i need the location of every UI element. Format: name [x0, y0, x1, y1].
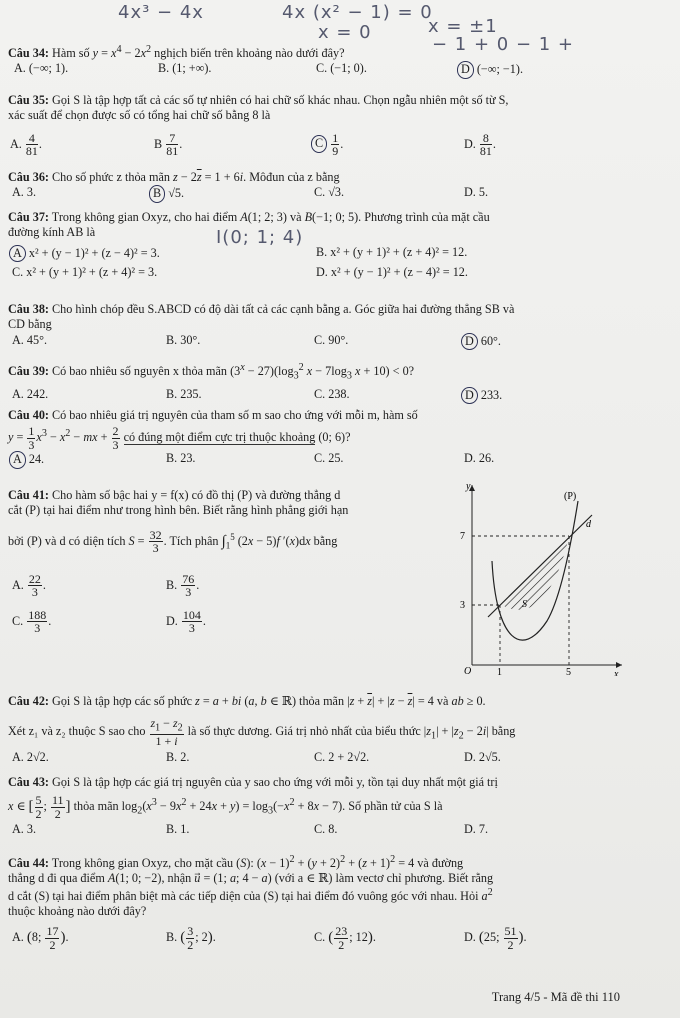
handwriting-x0: x = 0 — [318, 22, 372, 43]
parabola-graph — [452, 481, 624, 676]
x-tick-1: 1 — [497, 667, 502, 676]
y-tick-3: 3 — [460, 600, 465, 611]
q36-option-b[interactable]: B √5. — [152, 185, 184, 202]
x-axis-label: x — [614, 669, 619, 676]
q38-option-a[interactable]: A. 45°. — [12, 332, 48, 347]
question-40: Câu 40: Có bao nhiêu giá trị nguyên của tham số m sao cho ứng với mỗi m, hàm số y = $\frac{1}{3}$ $x^3 - x^2$ − mx + $\frac{2}{3}$ có đúng một điểm cực trị thuộc khoảng (0; 6)? A 24. B. 23. C. 25. D. 26. — [8, 408, 670, 469]
handwriting-q34: − 1 + 0 − 1 + — [432, 34, 575, 55]
q37-option-b[interactable]: B. x² + (y + 1)² + (z + 4)² = 12. — [316, 244, 468, 259]
q37-option-d[interactable]: D. x² + (y − 1)² + (z − 4)² = 12. — [316, 264, 468, 279]
answer-circle-mark: C — [311, 135, 327, 152]
origin-label: O — [464, 666, 472, 676]
q41-option-a[interactable]: A. $\frac{22}{3}$ . — [12, 571, 46, 600]
question-44: Câu 44: Trong không gian Oxyz, cho mặt cầu (S): $(x - 1)^2 + (y + 2)^2 + (z + 1)^2 = 4$ và đường thẳng d đi qua điểm A(1; 0; −2), nhận u⃗ = (1; a; 4 − a) (với a ∈ ℝ) làm vectơ chỉ phương. Biết rằng d cắt (S) tại hai điểm phân biệt mà các tiếp diện của (S) tại hai điểm đó vuông góc với nhau. Hỏi $a^2$ thuộc khoảng nào dưới đây? A. (8; $\frac{17}{2}$ ). B. ( $\frac{3}{2}$ ; 2). C. ( $\frac{23}{2}$ ; 12). D. (25; $\frac{51}{2}$ ). — [8, 854, 527, 952]
q36-option-c[interactable]: C. √3. — [314, 185, 345, 200]
q43-option-d[interactable]: D. 7. — [464, 822, 489, 837]
question-35: Câu 35: Gọi S là tập hợp tất cả các số tự nhiên có hai chữ số khác nhau. Chọn ngẫu nhiên một số từ S, xác suất để chọn được số có tổng hai chữ số bằng 8 là A. $\frac{4}{81}$ . B $\frac{7}{81}$ . C $\frac{1}{9}$ . D. $\frac{8}{81}$ . — [8, 93, 509, 159]
answer-circle-mark: D — [457, 61, 474, 78]
line-label: d — [586, 519, 591, 530]
q39-option-b[interactable]: B. 235. — [166, 387, 202, 402]
q40-option-a[interactable]: A 24. — [12, 451, 44, 468]
q42-option-b[interactable]: B. 2. — [166, 749, 190, 764]
answer-circle-mark: A — [9, 245, 26, 262]
page-footer: Trang 4/5 - Mã đề thi 110 — [491, 990, 620, 1005]
question-38: Câu 38: Cho hình chóp đều S.ABCD có độ dài tất cả các cạnh bằng a. Góc giữa hai đường thẳng SB và CD bằng A. 45°. B. 30°. C. 90°. D 60°. — [8, 302, 670, 351]
question-43: Câu 43: Gọi S là tập hợp các giá trị nguyên của y sao cho ứng với mỗi y, tồn tại duy nhất một giá trị x ∈ [ $\frac{5}{2}$ ; $\frac{11}{2}$ ] thỏa mãn $\log_2(x^3 - 9x^2 + 24x + y) = \log_3(-x^2 + 8x - 7)$. Số phần tử của S là A. 3. B. 1. C. 8. D. 7. — [8, 775, 498, 837]
y-axis-label: y — [466, 481, 471, 492]
x-tick-5: 5 — [566, 667, 571, 676]
q42-option-a[interactable]: A. 2√2. — [12, 749, 49, 764]
q36-option-a[interactable]: A. 3. — [12, 185, 37, 200]
q44-option-d[interactable]: D. (25; $\frac{51}{2}$ ). — [464, 924, 527, 952]
answer-circle-mark: D — [461, 333, 478, 350]
q35-option-c[interactable]: C $\frac{1}{9}$ . — [314, 132, 343, 158]
y-tick-7: 7 — [460, 531, 465, 542]
q42-option-d[interactable]: D. 2√5. — [464, 749, 501, 764]
q39-option-c[interactable]: C. 238. — [314, 387, 350, 402]
q40-option-c[interactable]: C. 25. — [314, 451, 344, 466]
line-d — [488, 515, 592, 617]
answer-circle-mark: D — [461, 387, 478, 404]
question-41: Câu 41: Cho hàm số bậc hai y = f(x) có đồ thị (P) và đường thẳng d cắt (P) tại hai điểm như trong hình bên. Biết rằng hình phẳng giới hạn bởi (P) và d có diện tích S = $\frac{32}{3}$ . Tích phân $\int_1^5$ (2x − 5)f ′(x)dx bằng A. $\frac{22}{3}$ . B. $\frac{76}{3}$ . C. $\frac{188}{3}$ . D. $\frac{104}{3}$ . — [8, 488, 349, 636]
q35-option-a[interactable]: A. $\frac{4}{81}$ . — [10, 130, 42, 159]
q38-option-b[interactable]: B. 30°. — [166, 332, 201, 347]
q35-option-d[interactable]: D. $\frac{8}{81}$ . — [464, 130, 496, 159]
answer-circle-mark: A — [9, 451, 26, 468]
q44-option-a[interactable]: A. (8; $\frac{17}{2}$ ). — [12, 924, 69, 952]
question-42: Câu 42: Gọi S là tập hợp các số phức z = a + bi (a, b ∈ ℝ) thỏa mãn $|z + \overline{z}| + |z - \overline{z}| = 4$ và ab ≥ 0. Xét z₁ và z₂ thuộc S sao cho $\frac{z_1 - z_2}{1 + i}$ là số thực dương. Giá trị nhỏ nhất của biểu thức $|z_1| + |z_2 - 2i|$ bằng A. 2√2. B. 2. C. 2 + 2√2. D. 2√5. — [8, 694, 516, 764]
question-36: Câu 36: Cho số phức z thỏa mãn $z - 2\overline{z} = 1 + 6i$. Môđun của z bằng A. 3. B √5. C. √3. D. 5. — [8, 170, 670, 203]
q44-option-b[interactable]: B. ( $\frac{3}{2}$ ; 2). — [166, 924, 216, 952]
q43-option-b[interactable]: B. 1. — [166, 822, 190, 837]
q37-option-c[interactable]: C. x² + (y + 1)² + (z + 4)² = 3. — [12, 264, 158, 279]
q38-option-d[interactable]: D 60°. — [464, 333, 501, 350]
question-37: Câu 37: Trong không gian Oxyz, cho hai điểm A(1; 2; 3) và B(−1; 0; 5). Phương trình của mặt cầu đường kính AB là A x² + (y − 1)² + (z − 4)² = 3. B. x² + (y + 1)² + (z + 4)² = 12. C. x² + (y + 1)² + (z + 4)² = 3. D. x² + (y − 1)² + (z − 4)² = 12. — [8, 210, 490, 279]
q43-option-a[interactable]: A. 3. — [12, 822, 37, 837]
curve-label: (P) — [564, 491, 577, 502]
handwriting-q37: I(0; 1; 4) — [216, 227, 304, 248]
q38-option-c[interactable]: C. 90°. — [314, 332, 349, 347]
q34-option-a[interactable]: A. (−∞; 1). — [14, 61, 69, 76]
q37-option-a[interactable]: A x² + (y − 1)² + (z − 4)² = 3. — [12, 245, 160, 262]
q41-option-d[interactable]: D. $\frac{104}{3}$ . — [166, 607, 206, 636]
q39-option-d[interactable]: D 233. — [464, 387, 502, 404]
q34-option-b[interactable]: B. (1; +∞). — [158, 61, 212, 76]
area-label: S — [522, 599, 527, 610]
q41-option-c[interactable]: C. $\frac{188}{3}$ . — [12, 607, 52, 636]
q43-option-c[interactable]: C. 8. — [314, 822, 338, 837]
q40-option-b[interactable]: B. 23. — [166, 451, 196, 466]
handwriting-xpm1: x = ±1 — [428, 16, 498, 37]
q39-option-a[interactable]: A. 242. — [12, 387, 49, 402]
answer-circle-mark: B — [149, 185, 165, 202]
q34-option-c[interactable]: C. (−1; 0). — [316, 61, 367, 76]
q34-option-d[interactable]: D (−∞; −1). — [460, 61, 523, 78]
handwriting-top-left: 4x³ − 4x — [118, 2, 204, 23]
handwriting-top-right: 4x (x² − 1) = 0 — [282, 2, 433, 23]
q40-option-d[interactable]: D. 26. — [464, 451, 495, 466]
q35-option-b[interactable]: B $\frac{7}{81}$ . — [154, 130, 183, 159]
q41-option-b[interactable]: B. $\frac{76}{3}$ . — [166, 571, 200, 600]
q44-option-c[interactable]: C. ( $\frac{23}{2}$ ; 12). — [314, 924, 376, 952]
question-34: Câu 34: Hàm số $y = x^4 - 2x^2$ nghịch biến trên khoảng nào dưới đây? A. (−∞; 1). B. (1; +∞). C. (−1; 0). D (−∞; −1). — [8, 44, 670, 79]
q36-option-d[interactable]: D. 5. — [464, 185, 489, 200]
q42-option-c[interactable]: C. 2 + 2√2. — [314, 749, 370, 764]
question-39: Câu 39: Có bao nhiêu số nguyên x thỏa mãn $(3^x - 27)(\log_3^2$ $x - 7\log_3$ x + 10) < 0? A. 242. B. 235. C. 238. D 233. — [8, 362, 670, 405]
